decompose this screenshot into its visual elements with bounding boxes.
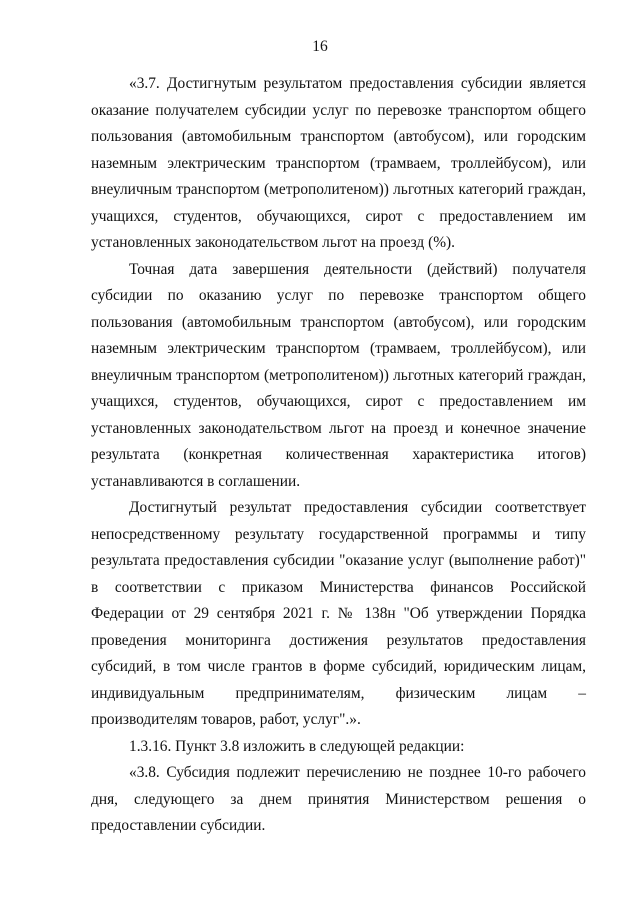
paragraph-completion-date: Точная дата завершения деятельности (действий) получателя субсидии по оказанию услуг по перевозке транспортом общего пользования (автомобильным транспортом (автобусом), или городским наземным электрическим транспортом (трамваем, троллейбусом), или внеуличным транспортом (метрополитеном)) льготных категорий граждан, учащихся, студентов, обучающихся, сирот с предоставлением им установленных законодательством льгот на проезд и конечное значение результата (конкретная количественная характеристика итогов) устанавливаются в соглашении. bbox=[91, 260, 586, 490]
paragraph-result-compliance: Достигнутый результат предоставления субсидии соответствует непосредственному результату государственной программы и типу результата предоставления субсидии "оказание услуг (выполнение работ)" в соответствии с приказом Министерства финансов Российской Федерации от 29 сентября 2021 г. № 138н "Об утверждении Порядка проведения мониторинга достижения результатов предоставления субсидий, в том числе грантов в форме субсидий, юридическим лицам, индивидуальным предпринимателям, физическим лицам – производителям товаров, работ, услуг".». bbox=[91, 499, 586, 728]
paragraph-3-7: «3.7. Достигнутым результатом предоставления субсидии является оказание получателем субсидии услуг по перевозке транспортом общего пользования (автомобильным транспортом (автобусом), или городским наземным электрическим транспортом (трамваем, троллейбусом), или внеуличным транспортом (метрополитеном)) льготных категорий граждан, учащихся, студентов, обучающихся, сирот с предоставлением им установленных законодательством льгот на проезд (%). bbox=[91, 75, 586, 251]
document-body bbox=[91, 71, 586, 840]
page-number: 16 bbox=[312, 38, 328, 55]
paragraph-3-8: «3.8. Субсидия подлежит перечислению не позднее 10-го рабочего дня, следующего за днем принятия Министерством решения о предоставлении субсидии. bbox=[91, 764, 586, 834]
paragraph-1-3-16: 1.3.16. Пункт 3.8 изложить в следующей редакции: bbox=[129, 737, 465, 755]
